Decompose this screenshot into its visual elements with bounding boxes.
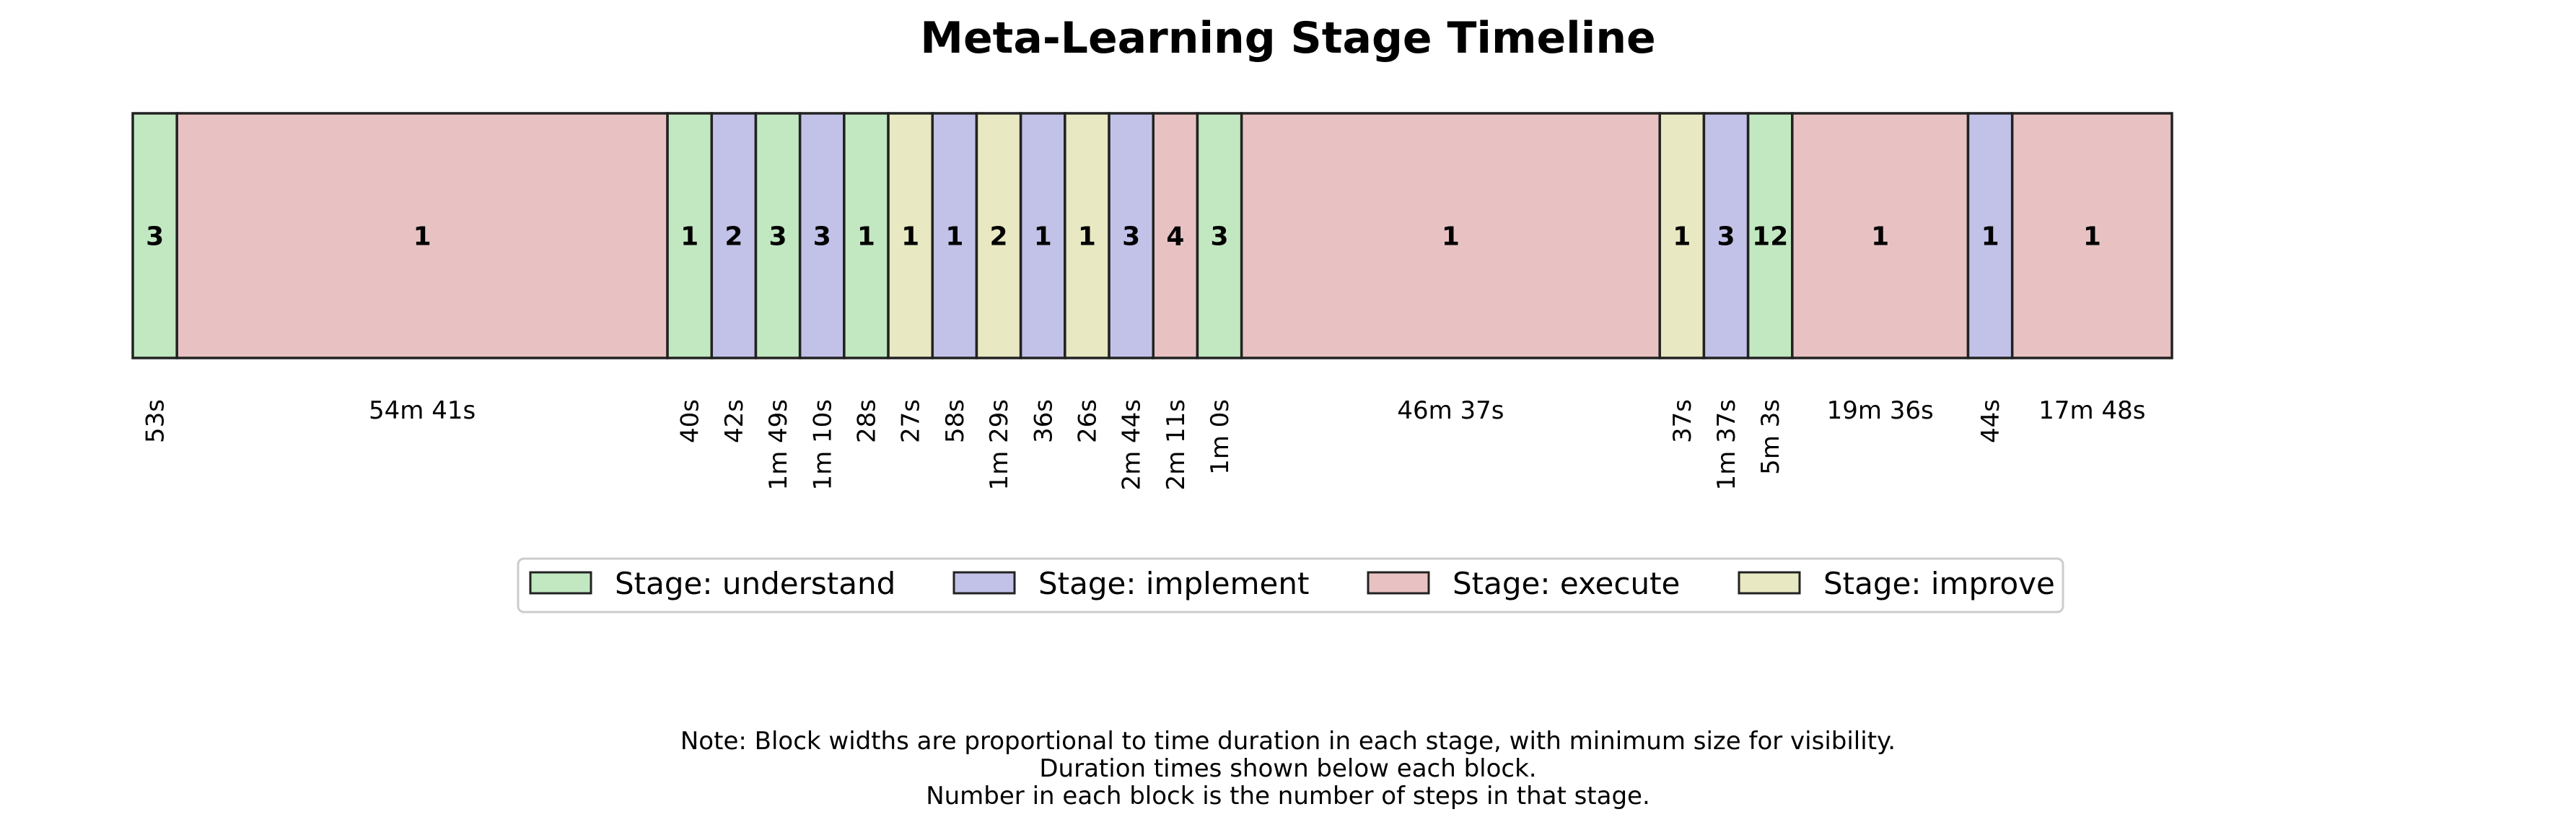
timeline-blocks: [133, 113, 2172, 491]
timeline-block: [1197, 113, 1241, 475]
block-steps-label: 2: [989, 222, 1008, 252]
timeline-block: [711, 113, 755, 443]
note-line: Number in each block is the number of steps in that stage.: [926, 782, 1650, 811]
legend-swatch: [530, 572, 591, 593]
timeline-block: [1021, 113, 1065, 443]
block-steps-label: 1: [680, 222, 699, 252]
block-steps-label: 12: [1752, 222, 1789, 252]
note-line: Duration times shown below each block.: [1039, 754, 1537, 783]
block-duration-label: 40s: [675, 399, 705, 443]
timeline-block: [1242, 113, 1660, 425]
chart-title: Meta-Learning Stage Timeline: [920, 13, 1656, 64]
block-steps-label: 2: [724, 222, 743, 252]
timeline-block: [1792, 113, 1968, 425]
block-duration-label: 1m 0s: [1206, 399, 1235, 475]
block-steps-label: 3: [812, 222, 831, 252]
legend-swatch: [954, 572, 1015, 593]
legend-swatch: [1739, 572, 1800, 593]
block-duration-label: 36s: [1029, 399, 1059, 443]
block-duration-label: 53s: [141, 399, 170, 443]
block-duration-label: 1m 10s: [808, 399, 838, 491]
block-steps-label: 1: [857, 222, 875, 252]
block-duration-label: 5m 3s: [1756, 399, 1786, 475]
block-steps-label: 1: [413, 222, 431, 252]
legend-label: Stage: implement: [1038, 566, 1310, 601]
block-steps-label: 3: [1210, 222, 1229, 252]
block-duration-label: 54m 41s: [369, 396, 476, 425]
legend-label: Stage: understand: [615, 566, 896, 601]
block-steps-label: 4: [1166, 222, 1185, 252]
legend-label: Stage: improve: [1823, 566, 2055, 601]
timeline-block: [2012, 113, 2172, 425]
timeline-block: [177, 113, 667, 425]
timeline-block: [1065, 113, 1109, 443]
block-steps-label: 3: [1717, 222, 1735, 252]
block-duration-label: 19m 36s: [1826, 396, 1934, 425]
timeline-block: [1968, 113, 2012, 443]
timeline-block: [667, 113, 711, 443]
legend: [518, 559, 2063, 612]
timeline-block: [1748, 113, 1792, 475]
block-steps-label: 3: [146, 222, 165, 252]
block-steps-label: 1: [1033, 222, 1052, 252]
legend-label: Stage: execute: [1453, 566, 1681, 601]
block-duration-label: 27s: [896, 399, 926, 443]
block-duration-label: 26s: [1073, 399, 1103, 443]
timeline-block: [1153, 113, 1197, 491]
timeline-block: [755, 113, 799, 491]
block-steps-label: 1: [1673, 222, 1691, 252]
note-line: Note: Block widths are proportional to time duration in each stage, with minimum size for visibility.: [680, 727, 1896, 756]
legend-swatch: [1368, 572, 1429, 593]
block-duration-label: 1m 37s: [1712, 399, 1742, 491]
block-steps-label: 3: [768, 222, 787, 252]
timeline-block: [133, 113, 177, 443]
block-steps-label: 1: [945, 222, 964, 252]
timeline-block: [1660, 113, 1704, 443]
block-steps-label: 1: [1871, 222, 1890, 252]
timeline-block: [932, 113, 976, 443]
timeline-block: [1704, 113, 1748, 491]
block-steps-label: 1: [1077, 222, 1096, 252]
block-duration-label: 2m 11s: [1161, 399, 1191, 491]
block-duration-label: 46m 37s: [1397, 396, 1504, 425]
block-duration-label: 1m 49s: [764, 399, 794, 491]
block-steps-label: 3: [1122, 222, 1141, 252]
block-steps-label: 1: [2082, 222, 2101, 252]
block-duration-label: 1m 29s: [985, 399, 1015, 491]
timeline-block: [976, 113, 1020, 491]
timeline-block: [844, 113, 888, 443]
chart-notes: [680, 727, 1896, 811]
block-duration-label: 42s: [719, 399, 749, 443]
block-duration-label: 2m 44s: [1117, 399, 1147, 491]
block-steps-label: 1: [1981, 222, 1999, 252]
timeline-block: [800, 113, 844, 491]
timeline-block: [888, 113, 932, 443]
block-steps-label: 1: [901, 222, 920, 252]
block-duration-label: 17m 48s: [2038, 396, 2146, 425]
block-duration-label: 37s: [1668, 399, 1697, 443]
block-duration-label: 58s: [940, 399, 970, 443]
block-steps-label: 1: [1441, 222, 1460, 252]
timeline-block: [1109, 113, 1153, 491]
block-duration-label: 44s: [1976, 399, 2006, 443]
block-duration-label: 28s: [852, 399, 882, 443]
